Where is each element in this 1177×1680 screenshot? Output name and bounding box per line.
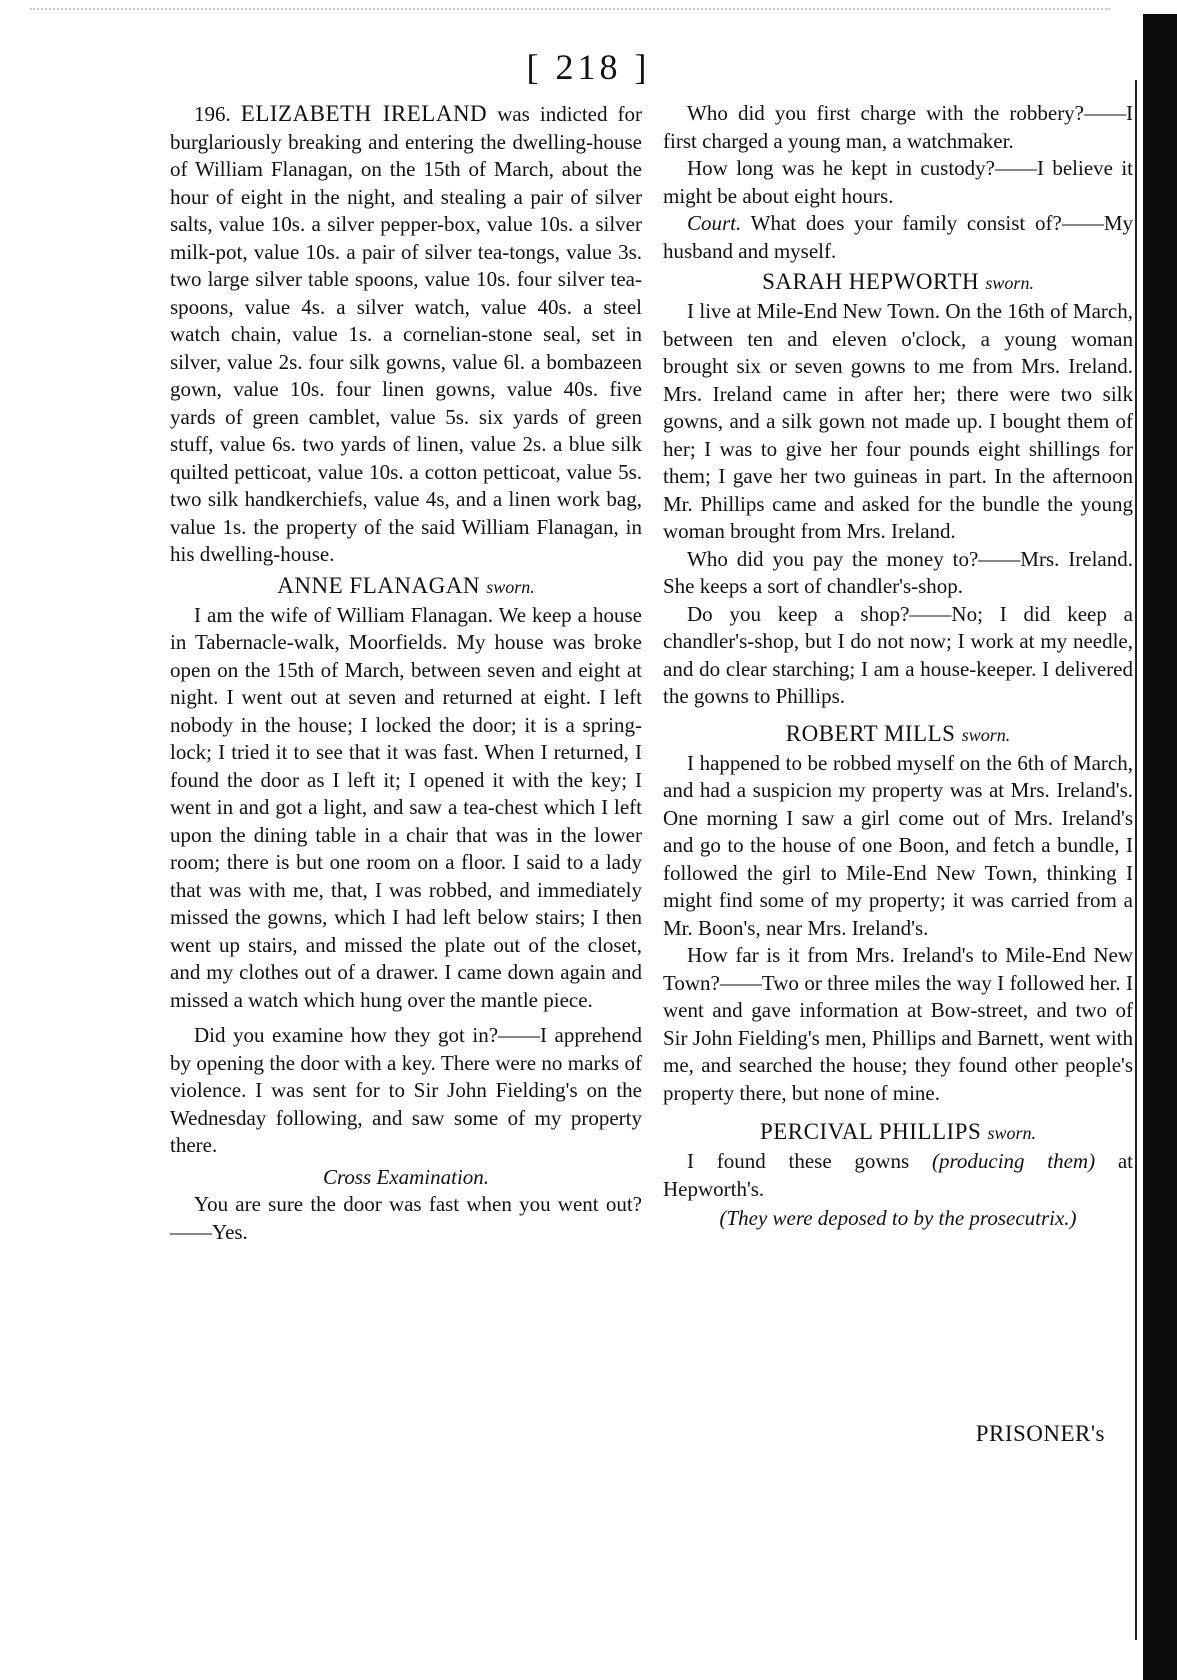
- question-answer: You are sure the door was fast when you went out?——Yes.: [170, 1192, 642, 1244]
- left-column: [170, 100, 642, 1246]
- testimony-hepworth: I live at Mile-End New Town. On the 16th of March, between ten and eleven o'clock, a young woman brought six or seven gowns to me from Mrs. Ireland. Mrs. Ireland came in after her; there were two silk gowns, and a silk gown not made up. I bought them of her; I was to give her four pounds eight shillings for them; I gave her two guineas in part. In the afternoon Mr. Phillips came and asked for the bundle the young woman brought from Mrs. Ireland.: [663, 299, 1133, 543]
- witness-heading-mills: [663, 719, 1133, 750]
- catchword: PRISONER's: [975, 1421, 1105, 1446]
- stage-direction: (producing them): [931, 1149, 1096, 1173]
- sworn-label: sworn.: [486, 576, 535, 597]
- page-number: [ 218 ]: [526, 47, 651, 87]
- court-question: [663, 210, 1133, 265]
- witness-heading-flanagan: [170, 571, 642, 602]
- right-column: [663, 100, 1133, 1233]
- cross-examination-heading: Cross Examination.: [322, 1164, 490, 1189]
- witness-heading-phillips: [663, 1117, 1133, 1148]
- testimony-mills: I happened to be robbed myself on the 6th of March, and had a suspicion my property was at Mrs. Ireland's. One morning I saw a girl come out of Mrs. Ireland's and go to the house of one Boon, and fetch a bundle, I followed the girl to Mile-End New Town, thinking I might find some of my property; it was carried from a Mr. Boon's, near Mrs. Ireland's.: [663, 750, 1133, 940]
- testimony-text: I found these gowns: [687, 1149, 910, 1173]
- binding-edge-line: [1135, 80, 1137, 1640]
- witness-name: ANNE FLANAGAN: [277, 572, 480, 598]
- question-answer: How far is it from Mrs. Ireland's to Mile-End New Town?——Two or three miles the way I followed her. I went and gave information at Bow-street, and two of Sir John Fielding's men, Phillips and Barnett, went with me, and searched the house; they found other people's property there, but none of mine.: [663, 943, 1133, 1105]
- testimony-flanagan: I am the wife of William Flanagan. We keep a house in Tabernacle-walk, Moorfields. My house was broke open on the 15th of March, between seven and eight at night. I went out at seven and returned at eight. I left nobody in the house; I locked the door; it is a spring-lock; I tried it to see that it was fast. When I returned, I found the door as I left it; I opened it with the key; I went in and got a light, and saw a tea-chest which I left upon the dining table in a chair that was in the lower room; there is but one room on a floor. I said to a lady that was with me, that, I was robbed, and immediately missed the gowns, which I had left below stairs; I then went up stairs, and missed the plate out of the closet, and my clothes out of a drawer. I came down again and missed a watch which hung over the mantle piece.: [170, 602, 642, 1012]
- sworn-label: sworn.: [961, 724, 1011, 745]
- question-answer: Did you examine how they got in?——I apprehend by opening the door with a key. There were no marks of violence. I was sent for to Sir John Fielding's on the Wednesday following, and saw some of my property there.: [170, 1023, 642, 1157]
- witness-name: ROBERT MILLS: [785, 720, 956, 746]
- testimony-text: at Hepworth's.: [663, 1149, 1133, 1201]
- deposed-note: (They were deposed to by the prosecutrix.): [719, 1206, 1077, 1230]
- binding-edge-shadow: [1143, 14, 1177, 1680]
- question-answer-text: What does your family consist of?——My husband and myself.: [663, 211, 1133, 263]
- witness-name: SARAH HEPWORTH: [762, 269, 980, 294]
- sworn-label: sworn.: [987, 1123, 1037, 1143]
- defendant-name: ELIZABETH IRELAND: [240, 101, 488, 126]
- testimony-phillips: [663, 1148, 1133, 1203]
- court-label: Court.: [687, 211, 742, 235]
- witness-name: PERCIVAL PHILLIPS: [759, 1119, 982, 1144]
- question-answer: Who did you pay the money to?——Mrs. Ireland. She keeps a sort of chandler's-shop.: [663, 546, 1133, 598]
- question-answer: Who did you first charge with the robbery?——I first charged a young man, a watchmaker.: [663, 101, 1133, 153]
- question-answer: How long was he kept in custody?——I believe it might be about eight hours.: [663, 156, 1133, 208]
- scan-noise: [30, 8, 1110, 20]
- sworn-label: sworn.: [985, 273, 1034, 293]
- case-number: 196.: [194, 102, 231, 126]
- indictment-text: was indicted for burglariously breaking and entering the dwelling-house of William Flanagan, on the 15th of March, about the hour of eight in the night, and stealing a pair of silver salts, value 10s. a silver pepper-box, value 10s. a silver milk-pot, value 10s. a pair of silver tea-tongs, value 3s. two large silver table spoons, value 10s. four silver tea-spoons, value 4s. a silver watch, value 40s. a steel watch chain, value 1s. a cornelian-stone seal, set in silver, value 2s. four silk gowns, value 6l. a bombazeen gown, value 10s. four linen gowns, value 40s. five yards of green camblet, value 5s. six yards of green stuff, value 6s. two yards of linen, value 2s. a blue silk quilted petticoat, value 10s. a cotton petticoat, value 5s. two silk handkerchiefs, value 4s, and a linen work bag, value 1s. the property of the said William Flanagan, in his dwelling-house.: [170, 102, 642, 566]
- indictment-paragraph: [170, 100, 642, 569]
- witness-heading-hepworth: [663, 267, 1133, 298]
- question-answer: Do you keep a shop?——No; I did keep a chandler's-shop, but I do not now; I work at my needle, and do clear starching; I am a house-keeper. I delivered the gowns to Phillips.: [663, 601, 1133, 708]
